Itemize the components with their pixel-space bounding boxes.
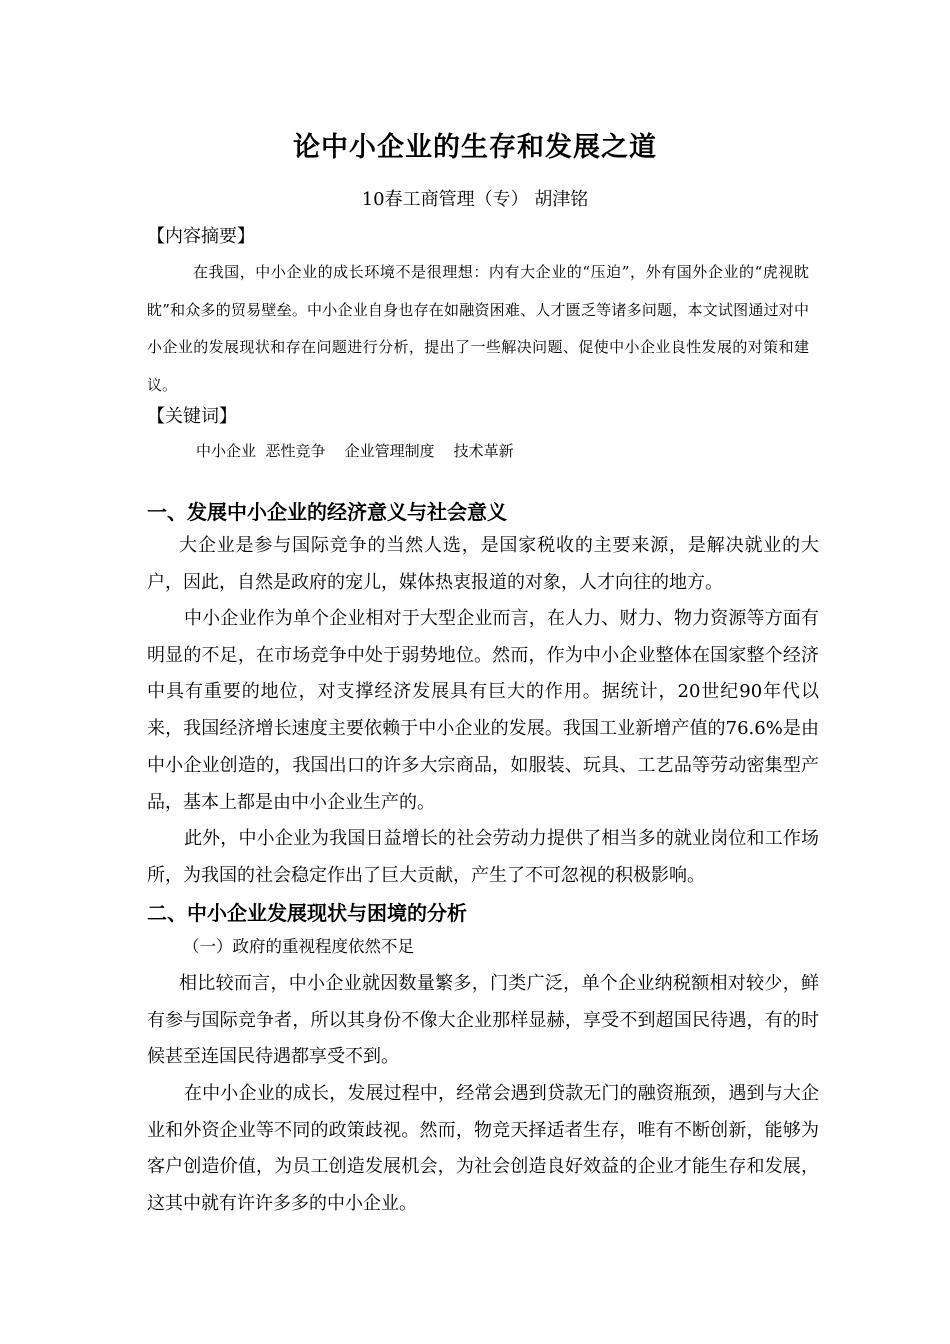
abstract-label: 【内容摘要】 (147, 226, 255, 247)
section-1-heading: 一、发展中小企业的经济意义与社会意义 (147, 500, 507, 524)
section-1-paragraph: 此外，中小企业为我国日益增长的社会劳动力提供了相当多的就业岗位和工作场所，为我国的社会稳定作出了巨大贡献，产生了不可忽视的积极影响。 (147, 828, 819, 886)
abstract-text: 在我国，中小企业的成长环境不是很理想：内有大企业的“压迫”，外有国外企业的“虎视眈眈”和众多的贸易壁垒。中小企业自身也存在如融资困难、人才匮乏等诸多问题，本文试图通过对中小企业的发展现状和存在问题进行分析，提出了一些解决问题、促使中小企业良性发展的对策和建议。 (147, 263, 809, 394)
author-line: 10春工商管理（专） 胡津铭 (361, 189, 589, 210)
section-2-paragraph: 相比较而言，中小企业就因数量繁多，门类广泛，单个企业纳税额相对较少，鲜有参与国际竞争者，所以其身份不像大企业那样显赫，享受不到超国民待遇，有的时候甚至连国民待遇都享受不到。 (147, 973, 819, 1068)
keywords-label: 【关键词】 (147, 406, 237, 427)
section-1-paragraph: 大企业是参与国际竞争的当然人选，是国家税收的主要来源，是解决就业的大户，因此，自然是政府的宠儿，媒体热衷报道的对象，人才向往的地方。 (147, 535, 819, 593)
document-title: 论中小企业的生存和发展之道 (293, 132, 657, 163)
section-2-subheading: （一）政府的重视程度依然不足 (183, 937, 414, 956)
section-2-paragraph: 在中小企业的成长，发展过程中，经常会遇到贷款无门的融资瓶颈，遇到与大企业和外资企业等不同的政策歧视。然而，物竞天择适者生存，唯有不断创新，能够为客户创造价值，为员工创造发展机会，为社会创造良好效益的企业才能生存和发展，这其中就有许许多多的中小企业。 (147, 1083, 819, 1215)
section-2-heading: 二、中小企业发展现状与困境的分析 (147, 901, 467, 925)
keywords-text: 中小企业 恶性竞争 企业管理制度 技术革新 (196, 442, 514, 460)
section-1-paragraph: 中小企业作为单个企业相对于大型企业而言，在人力、财力、物力资源等方面有明显的不足，在市场竞争中处于弱势地位。然而，作为中小企业整体在国家整个经济中具有重要的地位，对支撑经济发展具有巨大的作用。据统计，20世纪90年代以来，我国经济增长速度主要依赖于中小企业的发展。我国工业新增产值的76.6%是由中小企业创造的，我国出口的许多大宗商品，如服装、玩具、工艺品等劳动密集型产品，基本上都是由中小企业生产的。 (147, 608, 819, 813)
